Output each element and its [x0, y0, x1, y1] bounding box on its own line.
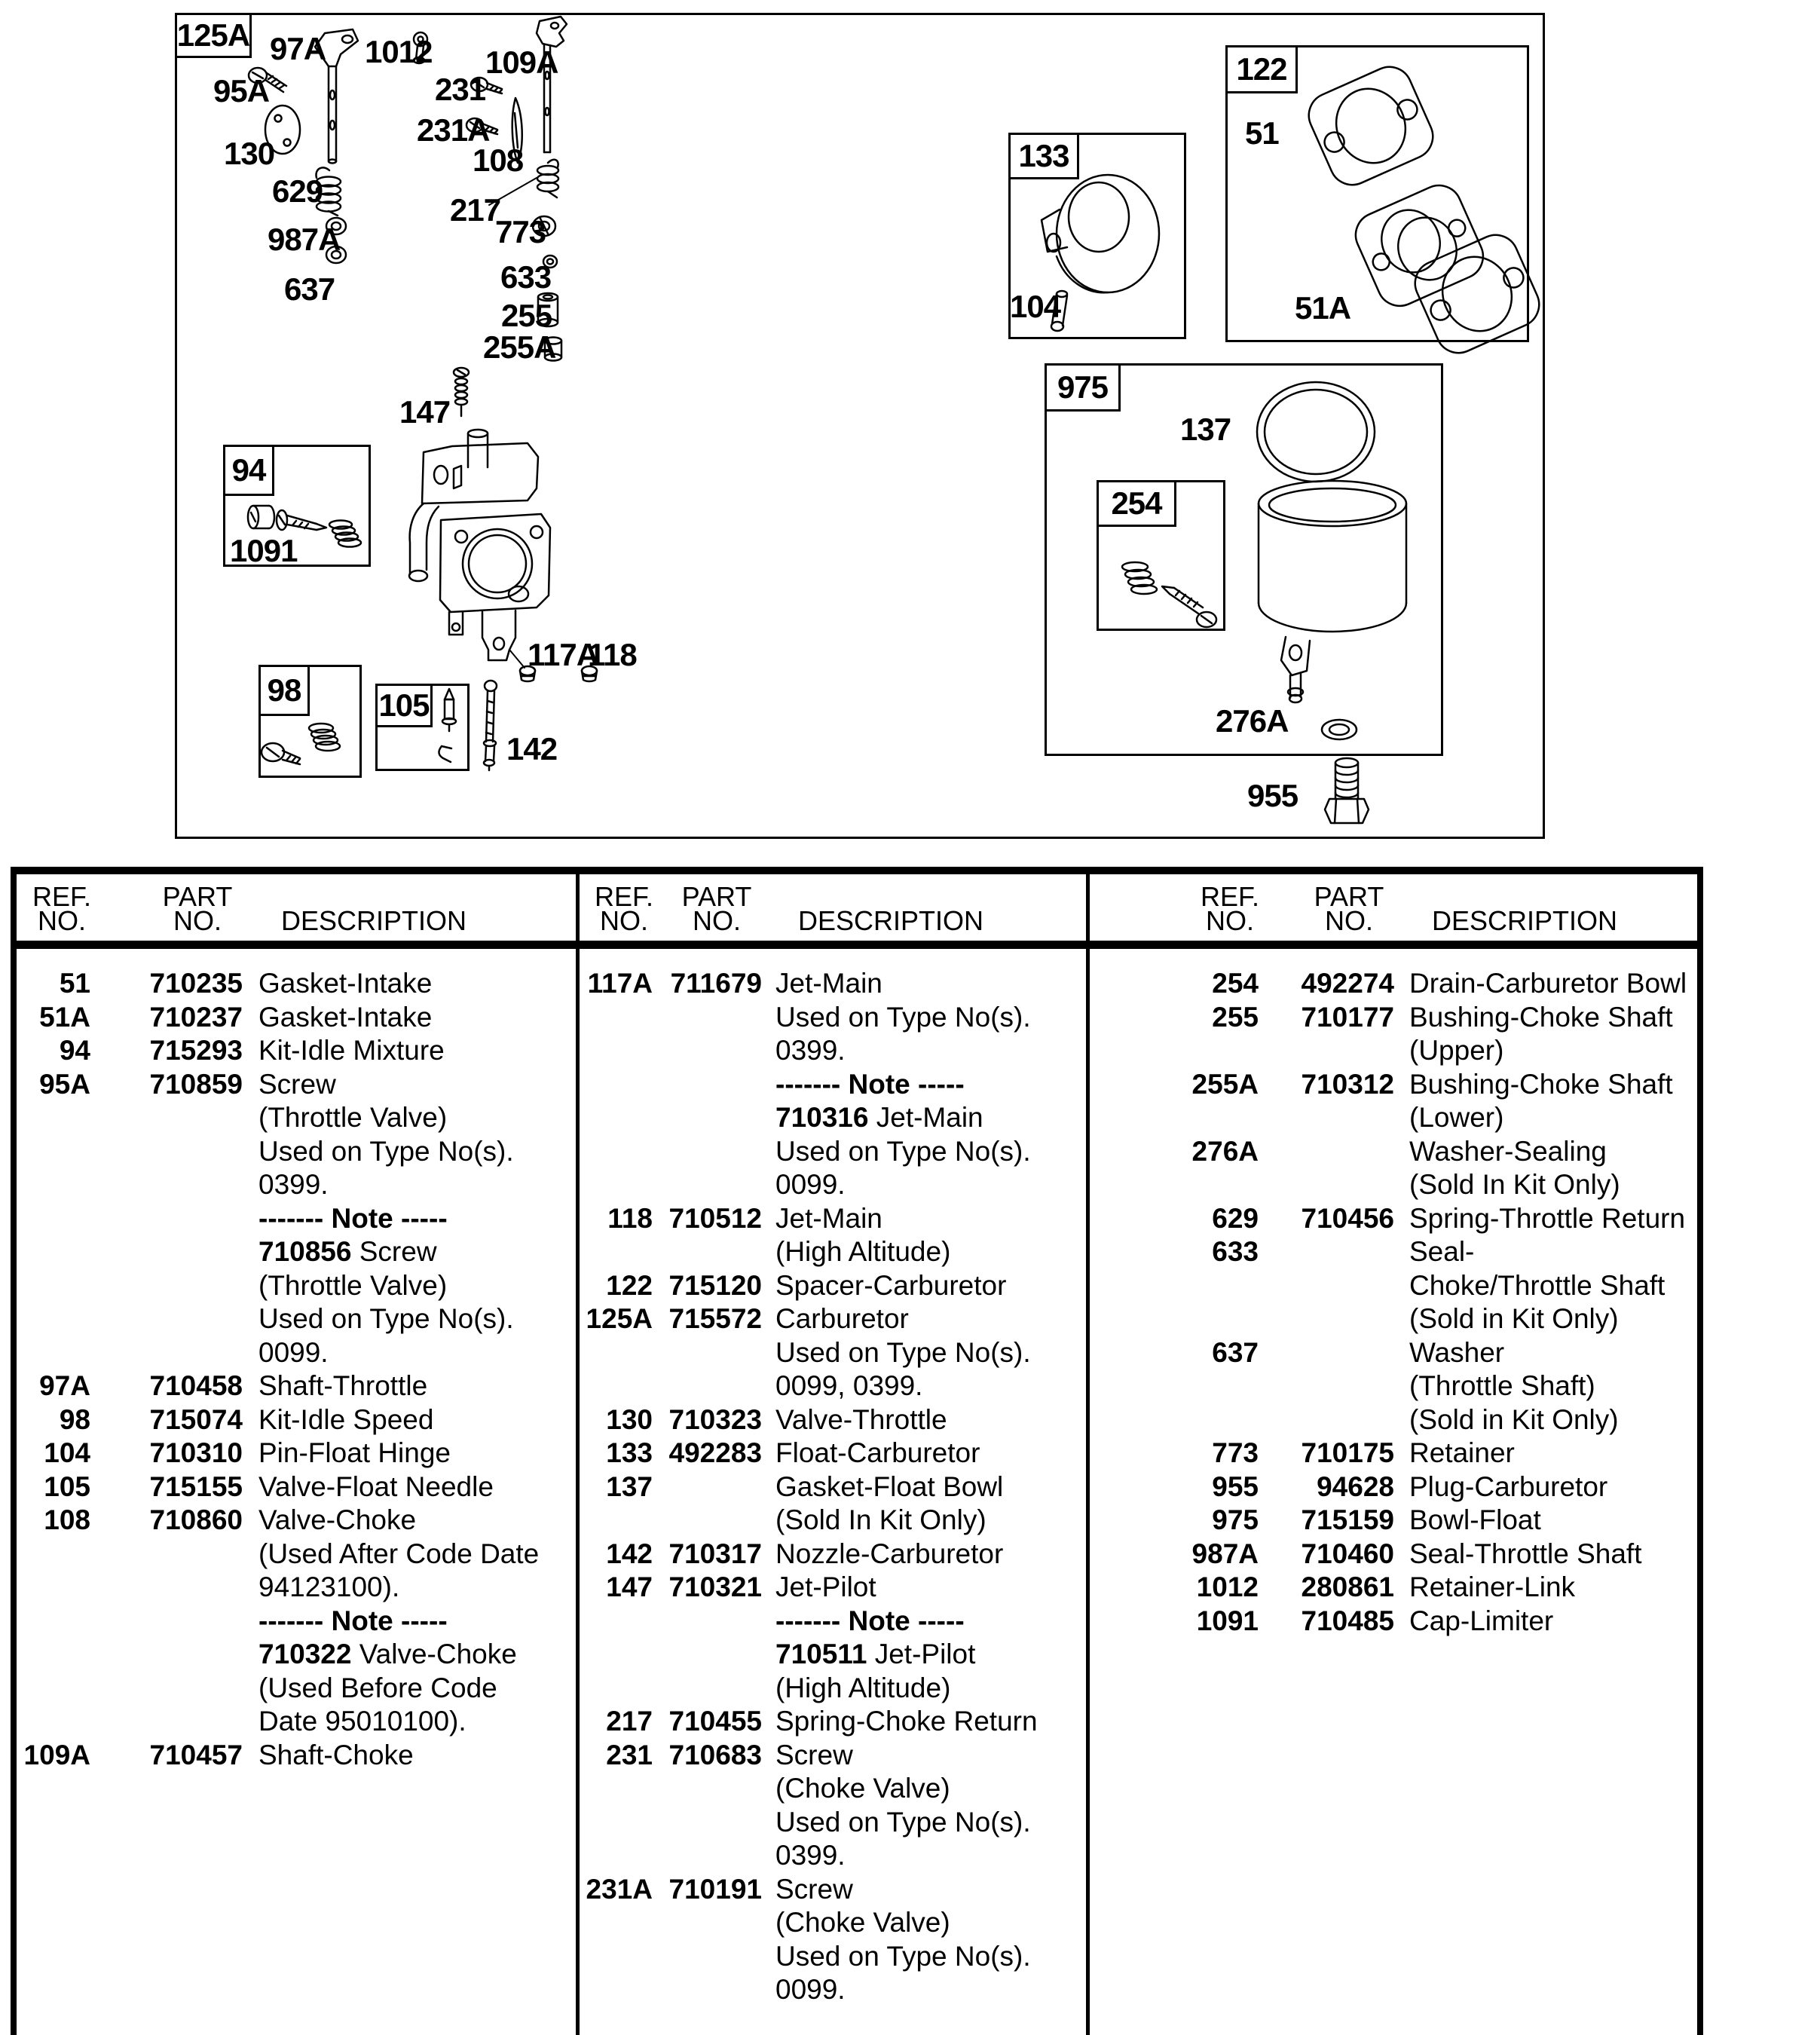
- diagram-group-box-94-label: 94: [223, 445, 274, 496]
- description: (Lower): [1409, 1102, 1504, 1133]
- table-row: [580, 1570, 1086, 1604]
- ref-no: 255A: [1191, 1068, 1259, 1100]
- table-row: [1090, 1403, 1697, 1437]
- ref-no: 276A: [1191, 1135, 1259, 1167]
- ref-no: 633: [1212, 1236, 1259, 1267]
- description: Pin-Float Hinge: [258, 1437, 451, 1468]
- ref-no: 51: [59, 968, 90, 999]
- callout-1091: 1091: [230, 533, 298, 568]
- part-no: 710323: [668, 1403, 762, 1435]
- part-no: 715159: [1301, 1504, 1394, 1535]
- table-row: [1090, 1000, 1697, 1034]
- table-row: [1090, 1604, 1697, 1638]
- table-row: [1090, 1570, 1697, 1604]
- callout-633: 633: [500, 259, 552, 295]
- ref-no: 147: [606, 1571, 653, 1602]
- description: Spring-Throttle Return: [1409, 1202, 1686, 1234]
- callout-629: 629: [272, 173, 323, 209]
- table-row: [17, 1403, 576, 1437]
- ref-no: 95A: [39, 1068, 90, 1100]
- ref-no: 104: [44, 1437, 90, 1468]
- table-row: [580, 1671, 1086, 1705]
- table-row: [580, 1905, 1086, 1939]
- diagram-group-box-975-label: 975: [1045, 363, 1121, 412]
- table-row: [580, 1704, 1086, 1738]
- description: 94123100).: [258, 1571, 400, 1602]
- callout-109A: 109A: [485, 44, 558, 80]
- description: Gasket-Intake: [258, 968, 433, 999]
- table-left-border: [11, 867, 17, 2035]
- table-row: [580, 1503, 1086, 1537]
- description: Float-Carburetor: [775, 1437, 980, 1468]
- callout-231: 231: [435, 72, 486, 107]
- table-row: [17, 1100, 576, 1134]
- description: 0399.: [775, 1840, 846, 1871]
- description: Used on Type No(s).: [775, 1336, 1031, 1368]
- table-row: [17, 1336, 576, 1369]
- callout-104: 104: [1010, 289, 1061, 324]
- table-row: [17, 1570, 576, 1604]
- description: Seal-: [1409, 1236, 1475, 1267]
- description: Plug-Carburetor: [1409, 1470, 1608, 1502]
- callout-118: 118: [588, 637, 637, 672]
- description: Drain-Carburetor Bowl: [1409, 968, 1687, 999]
- description: Used on Type No(s).: [775, 1135, 1031, 1167]
- ref-no: 255: [1212, 1001, 1259, 1033]
- callout-95A: 95A: [213, 73, 270, 109]
- table-header-ref-2: REF.: [1200, 881, 1259, 912]
- table-row: [580, 1771, 1086, 1805]
- table-row: [1090, 1100, 1697, 1134]
- callout-987A: 987A: [268, 222, 341, 257]
- description: Carburetor: [775, 1303, 909, 1334]
- table-row: [17, 1268, 576, 1302]
- callout-147: 147: [399, 394, 451, 430]
- description: 0099.: [775, 1169, 846, 1200]
- part-no: 710859: [149, 1068, 243, 1100]
- table-header-part-no-2: NO.: [1324, 905, 1373, 936]
- part-no: 710237: [149, 1001, 243, 1033]
- table-row: [1090, 1268, 1697, 1302]
- description: (Sold in Kit Only): [1409, 1303, 1619, 1334]
- part-no: 710312: [1301, 1068, 1394, 1100]
- part-no: 715572: [668, 1303, 762, 1334]
- table-row: [1090, 1302, 1697, 1336]
- table-header-part-2: PART: [1314, 881, 1384, 912]
- callout-142: 142: [506, 731, 558, 767]
- table-header-description-0: DESCRIPTION: [281, 905, 467, 936]
- table-row: [17, 1537, 576, 1571]
- description: ------- Note -----: [258, 1605, 448, 1636]
- table-row: [17, 1167, 576, 1201]
- table-row: [580, 1268, 1086, 1302]
- description: Date 95010100).: [258, 1706, 466, 1737]
- part-no: 710457: [149, 1739, 243, 1770]
- description: Washer-Sealing: [1409, 1135, 1607, 1167]
- callout-773: 773: [495, 214, 546, 249]
- table-row: [580, 1637, 1086, 1671]
- description: Jet-Main: [775, 1202, 882, 1234]
- table-header-part-0: PART: [162, 881, 233, 912]
- description: ------- Note -----: [258, 1202, 448, 1234]
- table-row: [580, 1604, 1086, 1638]
- description: Gasket-Intake: [258, 1001, 433, 1033]
- description: Shaft-Throttle: [258, 1370, 428, 1401]
- part-no: 710177: [1301, 1001, 1394, 1033]
- table-row: [1090, 1436, 1697, 1470]
- description: (Throttle Valve): [258, 1269, 448, 1301]
- table-row: [17, 1067, 576, 1101]
- table-row: [580, 1738, 1086, 1772]
- description: Shaft-Choke: [258, 1739, 414, 1770]
- table-row: [580, 1033, 1086, 1067]
- part-no: 715293: [149, 1035, 243, 1066]
- diagram-group-box-254: [1097, 480, 1225, 631]
- description: Nozzle-Carburetor: [775, 1538, 1004, 1569]
- part-no: 710455: [668, 1706, 762, 1737]
- table-row: [580, 1000, 1086, 1034]
- part-no: 710512: [668, 1202, 762, 1234]
- part-no: 710321: [668, 1571, 762, 1602]
- callout-637: 637: [284, 271, 335, 307]
- table-row: [1090, 1067, 1697, 1101]
- callout-51A: 51A: [1295, 290, 1351, 326]
- description: 0099.: [775, 1974, 846, 2005]
- part-no: 715155: [149, 1470, 243, 1502]
- ref-no: 142: [606, 1538, 653, 1569]
- ref-no: 122: [606, 1269, 653, 1301]
- part-no: 710458: [149, 1370, 243, 1401]
- table-row: [580, 1537, 1086, 1571]
- table-row: [580, 1972, 1086, 2006]
- diagram-group-box-98: [258, 665, 362, 778]
- description: (Upper): [1409, 1035, 1504, 1066]
- part-no: 710310: [149, 1437, 243, 1468]
- table-row: [580, 1201, 1086, 1235]
- description: (Throttle Shaft): [1409, 1370, 1595, 1401]
- table-row: [580, 1939, 1086, 1973]
- description: Jet-Pilot: [775, 1571, 876, 1602]
- table-row: [17, 1000, 576, 1034]
- table-row: [1090, 1503, 1697, 1537]
- part-no: 710235: [149, 968, 243, 999]
- callout-255A: 255A: [483, 329, 556, 365]
- diagram-group-box-122: [1225, 45, 1529, 342]
- part-no: 492283: [668, 1437, 762, 1468]
- table-row: [1090, 1537, 1697, 1571]
- ref-no: 98: [59, 1403, 90, 1435]
- ref-no: 109A: [23, 1739, 90, 1770]
- table-row: [580, 1302, 1086, 1336]
- description: Used on Type No(s).: [775, 1806, 1031, 1838]
- description: Spring-Choke Return: [775, 1706, 1038, 1737]
- table-header-ref-no-1: NO.: [599, 905, 648, 936]
- table-row: [17, 966, 576, 1000]
- part-no: 710485: [1301, 1605, 1394, 1636]
- callout-276A: 276A: [1216, 703, 1289, 739]
- ref-no: 130: [606, 1403, 653, 1435]
- table-row: [580, 1838, 1086, 1872]
- table-row: [580, 1067, 1086, 1101]
- description: Kit-Idle Mixture: [258, 1035, 445, 1066]
- description: (Sold in Kit Only): [1409, 1403, 1619, 1435]
- table-row: [17, 1704, 576, 1738]
- table-header-rule: [11, 941, 1703, 949]
- description: ------- Note -----: [775, 1605, 965, 1636]
- table-row: [580, 1436, 1086, 1470]
- table-row: [17, 1033, 576, 1067]
- table-row: [1090, 1470, 1697, 1504]
- table-row: [580, 1100, 1086, 1134]
- ref-no: 217: [606, 1706, 653, 1737]
- table-header-ref-0: REF.: [32, 881, 91, 912]
- table-row: [1090, 1369, 1697, 1403]
- description: Used on Type No(s).: [258, 1135, 514, 1167]
- description: Used on Type No(s).: [775, 1001, 1031, 1033]
- table-header-ref-1: REF.: [594, 881, 653, 912]
- table-row: [17, 1470, 576, 1504]
- description: Jet-Main: [775, 968, 882, 999]
- table-row: [1090, 1201, 1697, 1235]
- ref-no: 94: [59, 1035, 90, 1066]
- table-row: [17, 1201, 576, 1235]
- description: (Choke Valve): [775, 1773, 950, 1804]
- table-row: [17, 1738, 576, 1772]
- ref-no: 137: [606, 1470, 653, 1502]
- callout-1012: 1012: [365, 34, 433, 69]
- ref-no: 1012: [1196, 1571, 1259, 1602]
- table-row: [580, 1872, 1086, 1906]
- description: Choke/Throttle Shaft: [1409, 1269, 1666, 1301]
- ref-no: 231A: [586, 1873, 653, 1905]
- part-no: 710191: [668, 1873, 762, 1905]
- description: Valve-Throttle: [775, 1403, 947, 1435]
- table-row: [17, 1503, 576, 1537]
- ref-no: 773: [1212, 1437, 1259, 1468]
- table-row: [580, 1403, 1086, 1437]
- diagram-group-box-105: [375, 684, 470, 771]
- description: Cap-Limiter: [1409, 1605, 1554, 1636]
- callout-137: 137: [1180, 412, 1231, 447]
- ref-no: 51A: [39, 1001, 90, 1033]
- description: (Used After Code Date: [258, 1538, 540, 1569]
- callout-130: 130: [224, 136, 275, 171]
- table-row: [17, 1671, 576, 1705]
- ref-no: 987A: [1191, 1538, 1259, 1569]
- description: Kit-Idle Speed: [258, 1403, 434, 1435]
- ref-no: 955: [1212, 1470, 1259, 1502]
- description: Screw: [775, 1739, 853, 1770]
- description: Gasket-Float Bowl: [775, 1470, 1004, 1502]
- table-header-ref-no-0: NO.: [37, 905, 86, 936]
- table-row: [580, 1805, 1086, 1839]
- callout-51: 51: [1245, 115, 1279, 151]
- description: Washer: [1409, 1336, 1505, 1368]
- ref-no: 975: [1212, 1504, 1259, 1535]
- table-row: [580, 1134, 1086, 1168]
- part-no: 492274: [1301, 968, 1394, 999]
- callout-231A: 231A: [417, 112, 490, 148]
- diagram-group-box-122-label: 122: [1225, 45, 1298, 93]
- part-no: 280861: [1301, 1571, 1394, 1602]
- ref-no: 254: [1212, 968, 1259, 999]
- table-row: [580, 1369, 1086, 1403]
- description: (High Altitude): [775, 1236, 951, 1267]
- part-no: 710456: [1301, 1202, 1394, 1234]
- callout-955: 955: [1247, 778, 1298, 813]
- diagram-group-box-133-label: 133: [1008, 133, 1079, 179]
- description: Retainer: [1409, 1437, 1515, 1468]
- table-row: [17, 1637, 576, 1671]
- table-row: [1090, 1134, 1697, 1168]
- part-no: 715074: [149, 1403, 243, 1435]
- diagram-group-box-254-label: 254: [1097, 480, 1176, 527]
- table-header-part-1: PART: [681, 881, 752, 912]
- part-no: 710860: [149, 1504, 243, 1535]
- description: (Sold In Kit Only): [775, 1504, 986, 1535]
- table-row: [580, 1470, 1086, 1504]
- table-row: [580, 1336, 1086, 1369]
- description: 0399.: [775, 1035, 846, 1066]
- table-row: [1090, 1336, 1697, 1369]
- ref-no: 105: [44, 1470, 90, 1502]
- description: 710316 Jet-Main: [775, 1102, 983, 1133]
- description: Used on Type No(s).: [775, 1940, 1031, 1972]
- table-row: [17, 1604, 576, 1638]
- table-header-part-no-1: NO.: [692, 905, 741, 936]
- table-row: [17, 1436, 576, 1470]
- description: Valve-Float Needle: [258, 1470, 494, 1502]
- callout-97A: 97A: [270, 31, 326, 66]
- description: (Throttle Valve): [258, 1102, 448, 1133]
- description: 710856 Screw: [258, 1236, 437, 1267]
- table-header-ref-no-2: NO.: [1205, 905, 1254, 936]
- description: 0099, 0399.: [775, 1370, 923, 1401]
- part-no: 715120: [668, 1269, 762, 1301]
- table-header-part-no-0: NO.: [173, 905, 222, 936]
- ref-no: 118: [607, 1202, 653, 1234]
- diagram-group-box-105-label: 105: [375, 684, 433, 727]
- table-row: [17, 1235, 576, 1268]
- ref-no: 117A: [587, 968, 653, 999]
- part-no: 94628: [1317, 1470, 1394, 1502]
- description: (High Altitude): [775, 1672, 951, 1703]
- description: ------- Note -----: [775, 1068, 965, 1100]
- description: Bushing-Choke Shaft: [1409, 1001, 1673, 1033]
- description: (Choke Valve): [775, 1907, 950, 1938]
- ref-no: 97A: [39, 1370, 90, 1401]
- description: 710322 Valve-Choke: [258, 1639, 517, 1669]
- table-row: [17, 1134, 576, 1168]
- diagram-group-box-98-label: 98: [258, 665, 310, 716]
- table-row: [1090, 1235, 1697, 1268]
- callout-117A: 117A: [528, 637, 599, 672]
- table-header-description-2: DESCRIPTION: [1432, 905, 1618, 936]
- callout-255: 255: [501, 298, 552, 333]
- diagram-label-box-125A: 125A: [175, 13, 252, 58]
- ref-no: 108: [44, 1504, 90, 1535]
- table-row: [17, 1302, 576, 1336]
- description: Seal-Throttle Shaft: [1409, 1538, 1642, 1569]
- part-no: 710175: [1301, 1437, 1394, 1468]
- table-row: [580, 1167, 1086, 1201]
- table-header-description-1: DESCRIPTION: [798, 905, 984, 936]
- part-no: 711679: [670, 968, 762, 999]
- description: Used on Type No(s).: [258, 1303, 514, 1334]
- part-no: 710460: [1301, 1538, 1394, 1569]
- ref-no: 1091: [1196, 1605, 1259, 1636]
- table-row: [1090, 1033, 1697, 1067]
- description: Screw: [258, 1068, 336, 1100]
- description: Bowl-Float: [1409, 1504, 1541, 1535]
- table-top-border: [11, 867, 1703, 874]
- table-right-border: [1697, 867, 1703, 2035]
- ref-no: 231: [606, 1739, 653, 1770]
- description: Valve-Choke: [258, 1504, 417, 1535]
- part-no: 710683: [668, 1739, 762, 1770]
- description: (Sold In Kit Only): [1409, 1169, 1620, 1200]
- description: 0399.: [258, 1169, 329, 1200]
- table-row: [1090, 966, 1697, 1000]
- part-no: 710317: [668, 1538, 762, 1569]
- ref-no: 133: [606, 1437, 653, 1468]
- description: 0099.: [258, 1336, 329, 1368]
- ref-no: 629: [1212, 1202, 1259, 1234]
- ref-no: 125A: [586, 1303, 653, 1334]
- callout-108: 108: [473, 142, 524, 178]
- description: Screw: [775, 1873, 853, 1905]
- description: Bushing-Choke Shaft: [1409, 1068, 1673, 1100]
- callout-217: 217: [450, 192, 501, 228]
- table-row: [1090, 1167, 1697, 1201]
- table-row: [580, 1235, 1086, 1268]
- table-row: [580, 966, 1086, 1000]
- description: Retainer-Link: [1409, 1571, 1576, 1602]
- description: Spacer-Carburetor: [775, 1269, 1007, 1301]
- ref-no: 637: [1212, 1336, 1259, 1368]
- description: 710511 Jet-Pilot: [775, 1639, 976, 1669]
- table-row: [17, 1369, 576, 1403]
- description: (Used Before Code: [258, 1672, 497, 1703]
